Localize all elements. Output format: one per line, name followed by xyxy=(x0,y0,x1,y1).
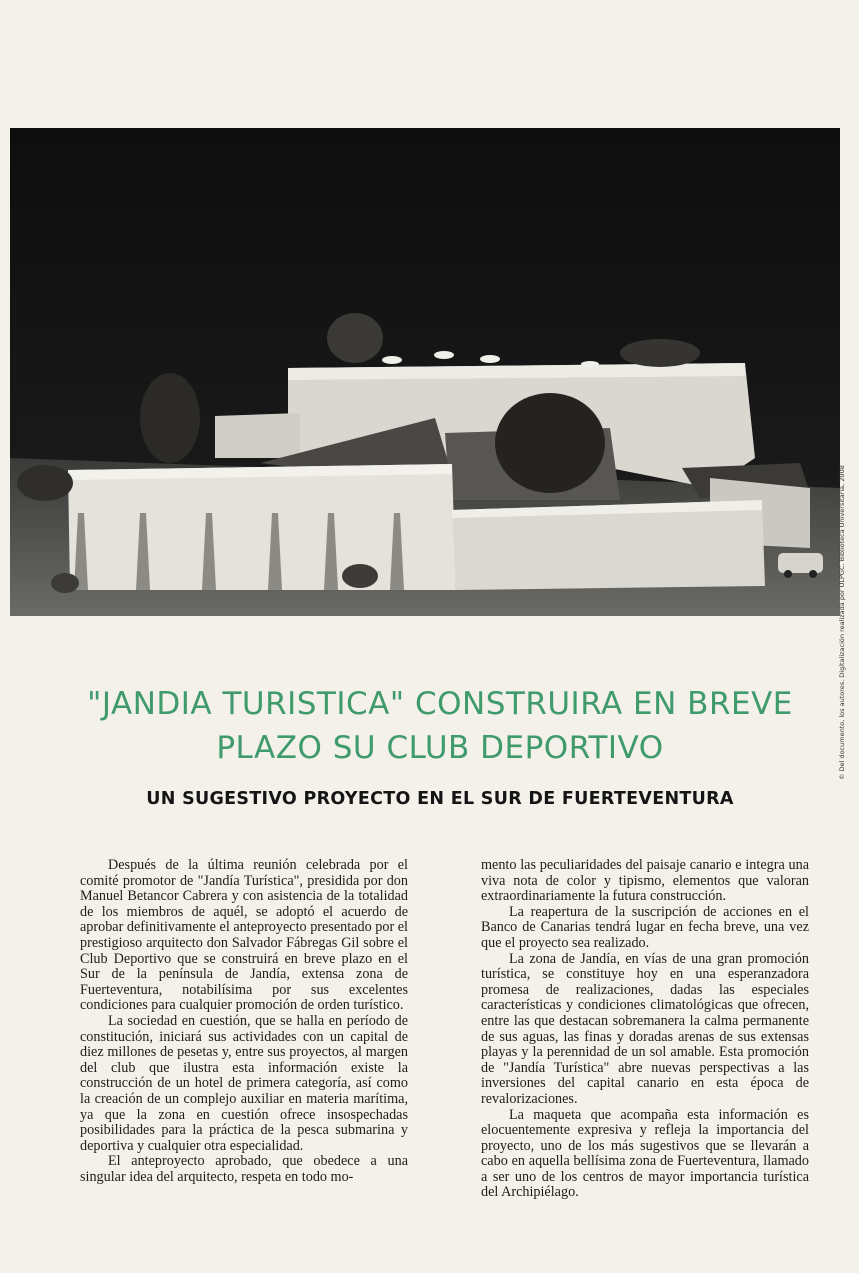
paragraph: El anteproyecto aprobado, que obedece a una singular idea del arquitecto, respeta en todo mo- xyxy=(80,1153,408,1185)
article-title xyxy=(40,682,840,770)
digitization-credit xyxy=(838,465,856,780)
digitization-credit-text: © Del documento, los autores. Digitalización realizada por ULPGC. Biblioteca Universitaria, 2008 xyxy=(838,465,846,780)
paragraph-continuation: mento las peculiaridades del paisaje canario e integra una viva nota de color y tipismo, elementos que valoran extraordinariamente la futura construcción. xyxy=(481,857,809,905)
article-photo xyxy=(10,128,840,616)
paragraph: Después de la última reunión celebrada por el comité promotor de "Jandía Turística", presidida por don Manuel Betancor Cabrera y con asistencia de la totalidad de los miembros de aquél, se adoptó el acuerdo de aprobar definitivamente el anteproyecto presentado por el prestigioso arquitecto don Salvador Fábregas Gil sobre el Club Deportivo que se construirá en breve plazo en el Sur de la península de Jandía, extensa zona de Fuerteventura, notabilísima por sus excelentes condiciones para cualquier promoción de orden turístico. xyxy=(80,857,408,1014)
architectural-model-image xyxy=(10,128,840,616)
article-column-right xyxy=(481,858,809,1201)
article-column-left xyxy=(80,858,408,1185)
article-title-line-1: "JANDIA TURISTICA" CONSTRUIRA EN BREVE xyxy=(87,686,793,722)
article-subtitle: UN SUGESTIVO PROYECTO EN EL SUR DE FUERTEVENTURA xyxy=(146,789,734,809)
paragraph: La sociedad en cuestión, que se halla en período de constitución, iniciará sus actividades con un capital de diez millones de pesetas y, entre sus proyectos, al margen del club que ilustra esta información existe la construcción de un hotel de primera categoría, así como la creación de un complejo auxiliar en materia marítima, ya que la zona en cuestión ofrece insospechadas posibilidades para la práctica de la pesca submarina y deportiva y cualquier otra especialidad. xyxy=(80,1012,408,1154)
paragraph: La maqueta que acompaña esta información es elocuentemente expresiva y refleja la importancia del proyecto, uno de los más sugestivos que se llevarán a cabo en aquella bellísima zona de Fuerteventura, llamado a ser uno de los centros de mayor importancia turística del Archipiélago. xyxy=(481,1106,809,1201)
paragraph: La reapertura de la suscripción de acciones en el Banco de Canarias tendrá lugar en fecha breve, una vez que el proyecto sea realizado. xyxy=(481,903,809,951)
article-title-line-2: PLAZO SU CLUB DEPORTIVO xyxy=(216,730,664,766)
paragraph: La zona de Jandía, en vías de una gran promoción turística, se constituye hoy en una esperanzadora promesa de realizaciones, dadas las especiales características y condiciones climatológicas que ofrecen, entre las que destacan sobremanera la calma permanente de sus aguas, las finas y doradas arenas de sus extensas playas y la perennidad de un sol amable. Esta promoción de "Jandía Turística" abre nuevas perspectivas a las inversiones del capital canario en esta época de revalorizaciones. xyxy=(481,950,809,1107)
